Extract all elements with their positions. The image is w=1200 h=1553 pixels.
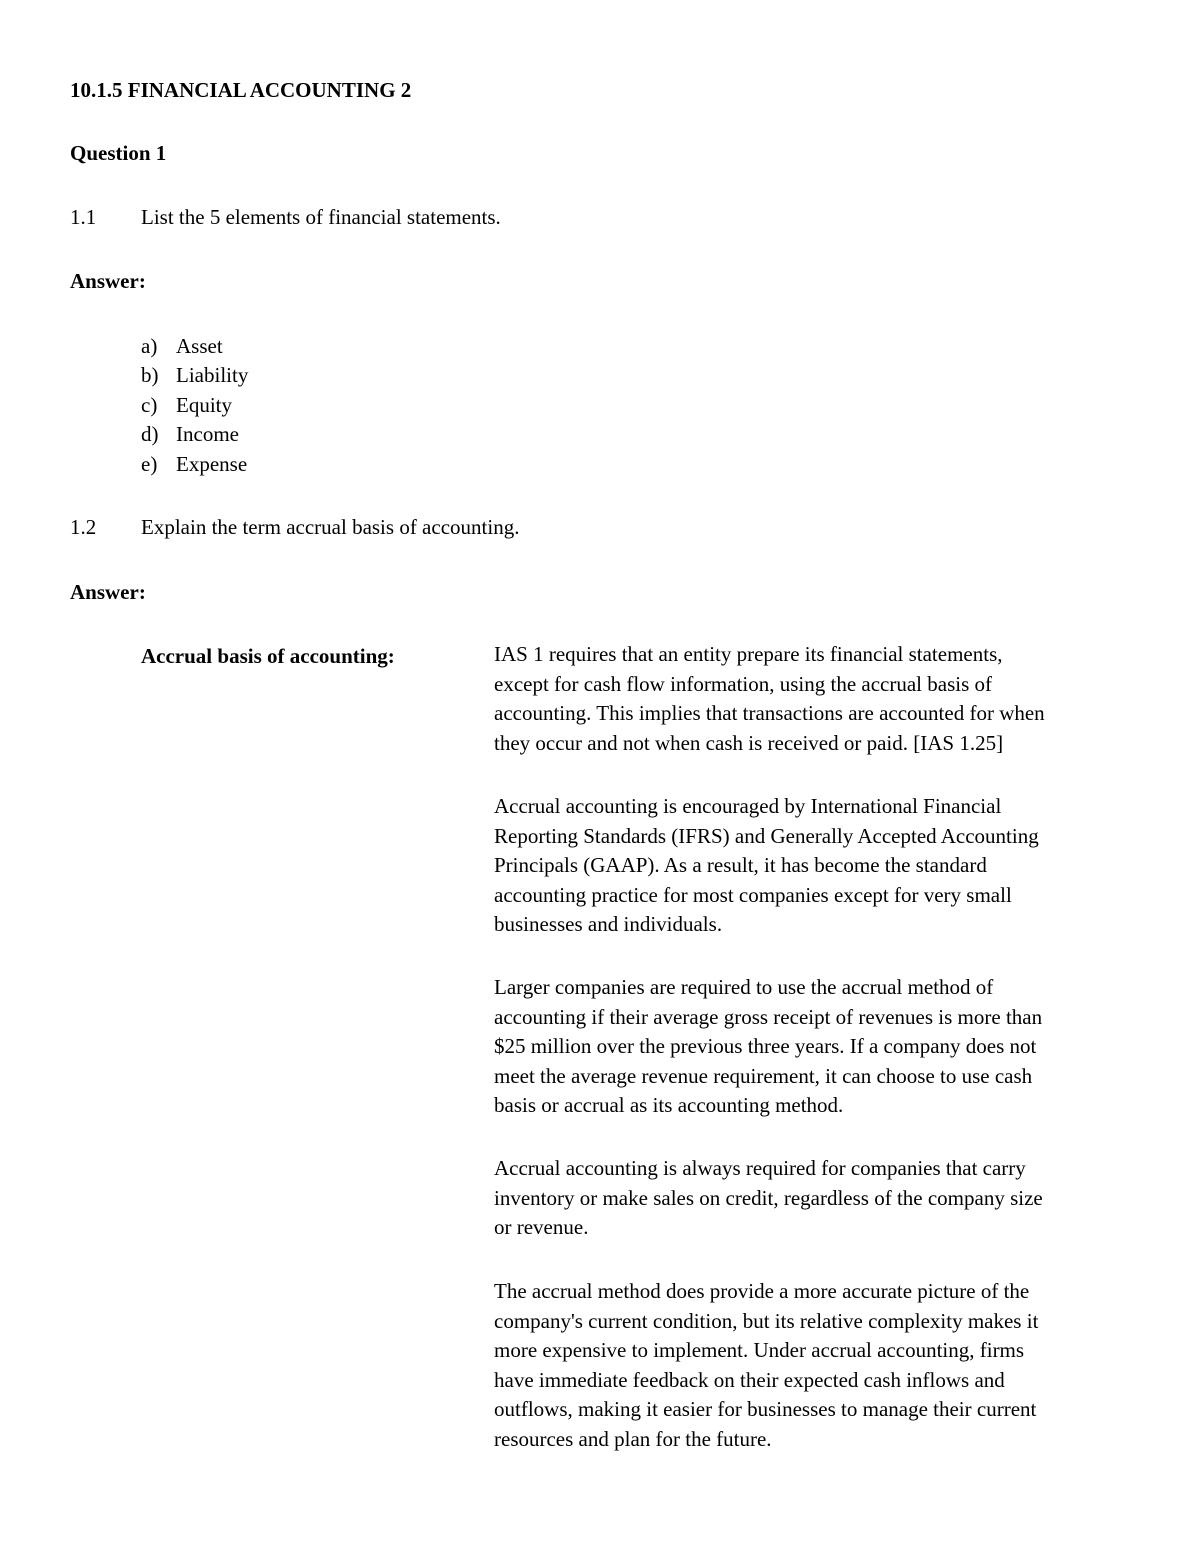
paragraph-line: Principals (GAAP). As a result, it has become the standard — [494, 853, 987, 877]
question-number: 1.2 — [70, 515, 97, 539]
paragraph-line: outflows, making it easier for businesses to manage their current — [494, 1397, 1037, 1421]
list-text: Income — [176, 422, 239, 446]
question-text: Explain the term accrual basis of accounting. — [141, 515, 520, 539]
term-label: Accrual basis of accounting: — [141, 644, 395, 668]
document-title: 10.1.5 FINANCIAL ACCOUNTING 2 — [70, 78, 412, 102]
question-number: 1.1 — [70, 205, 97, 229]
paragraph-line: company's current condition, but its relative complexity makes it — [494, 1308, 1039, 1333]
paragraph-line: basis or accrual as its accounting method. — [494, 1093, 844, 1117]
paragraph-line: $25 million over the previous three years. If a company does not — [494, 1034, 1037, 1058]
paragraph — [494, 792, 1124, 940]
paragraph-line: Accrual accounting is always required for companies that carry — [494, 1156, 1026, 1180]
paragraph-line: IAS 1 requires that an entity prepare its financial statements, — [494, 642, 1003, 666]
list-letter: c) — [141, 393, 158, 417]
paragraph-line: resources and plan for the future. — [494, 1426, 772, 1451]
question-text: List the 5 elements of financial statements. — [141, 205, 501, 229]
list-text: Asset — [176, 334, 223, 358]
paragraph-line: Accrual accounting is encouraged by International Financial — [494, 794, 1002, 818]
list-letter: b) — [141, 363, 159, 387]
paragraph — [494, 1277, 1124, 1454]
answer-label: Answer: — [70, 580, 146, 604]
paragraph-line: more expensive to implement. Under accrual accounting, firms — [494, 1338, 1025, 1362]
paragraph-line: they occur and not when cash is received or paid. [IAS 1.25] — [494, 730, 1004, 755]
paragraph-line: or revenue. — [494, 1215, 589, 1239]
list-letter: a) — [141, 334, 158, 358]
paragraph-line: except for cash flow information, using the accrual basis of — [494, 671, 993, 696]
paragraph-line: accounting if their average gross receipt of revenues is more than — [494, 1004, 1043, 1029]
paragraph-line: meet the average revenue requirement, it can choose to use cash — [494, 1063, 1033, 1088]
paragraph-line: The accrual method does provide a more accurate picture of the — [494, 1279, 1030, 1303]
question-heading: Question 1 — [70, 141, 167, 165]
paragraph — [494, 640, 1124, 758]
list-text: Liability — [176, 363, 249, 387]
answer-label: Answer: — [70, 269, 146, 293]
paragraph-line: inventory or make sales on credit, regardless of the company size — [494, 1185, 1043, 1210]
paragraph-line: accounting. This implies that transactions are accounted for when — [494, 701, 1045, 725]
list-letter: e) — [141, 452, 158, 476]
paragraph-line: Reporting Standards (IFRS) and Generally Accepted Accounting — [494, 823, 1039, 848]
paragraph-line: Larger companies are required to use the accrual method of — [494, 975, 994, 999]
list-text: Expense — [176, 452, 248, 476]
list-letter: d) — [141, 422, 159, 446]
paragraph-line: businesses and individuals. — [494, 912, 723, 936]
paragraph-line: have immediate feedback on their expected cash inflows and — [494, 1367, 1005, 1392]
paragraph — [494, 973, 1124, 1121]
paragraph-line: accounting practice for most companies except for very small — [494, 882, 1012, 907]
paragraph — [494, 1154, 1124, 1243]
list-text: Equity — [176, 393, 232, 417]
